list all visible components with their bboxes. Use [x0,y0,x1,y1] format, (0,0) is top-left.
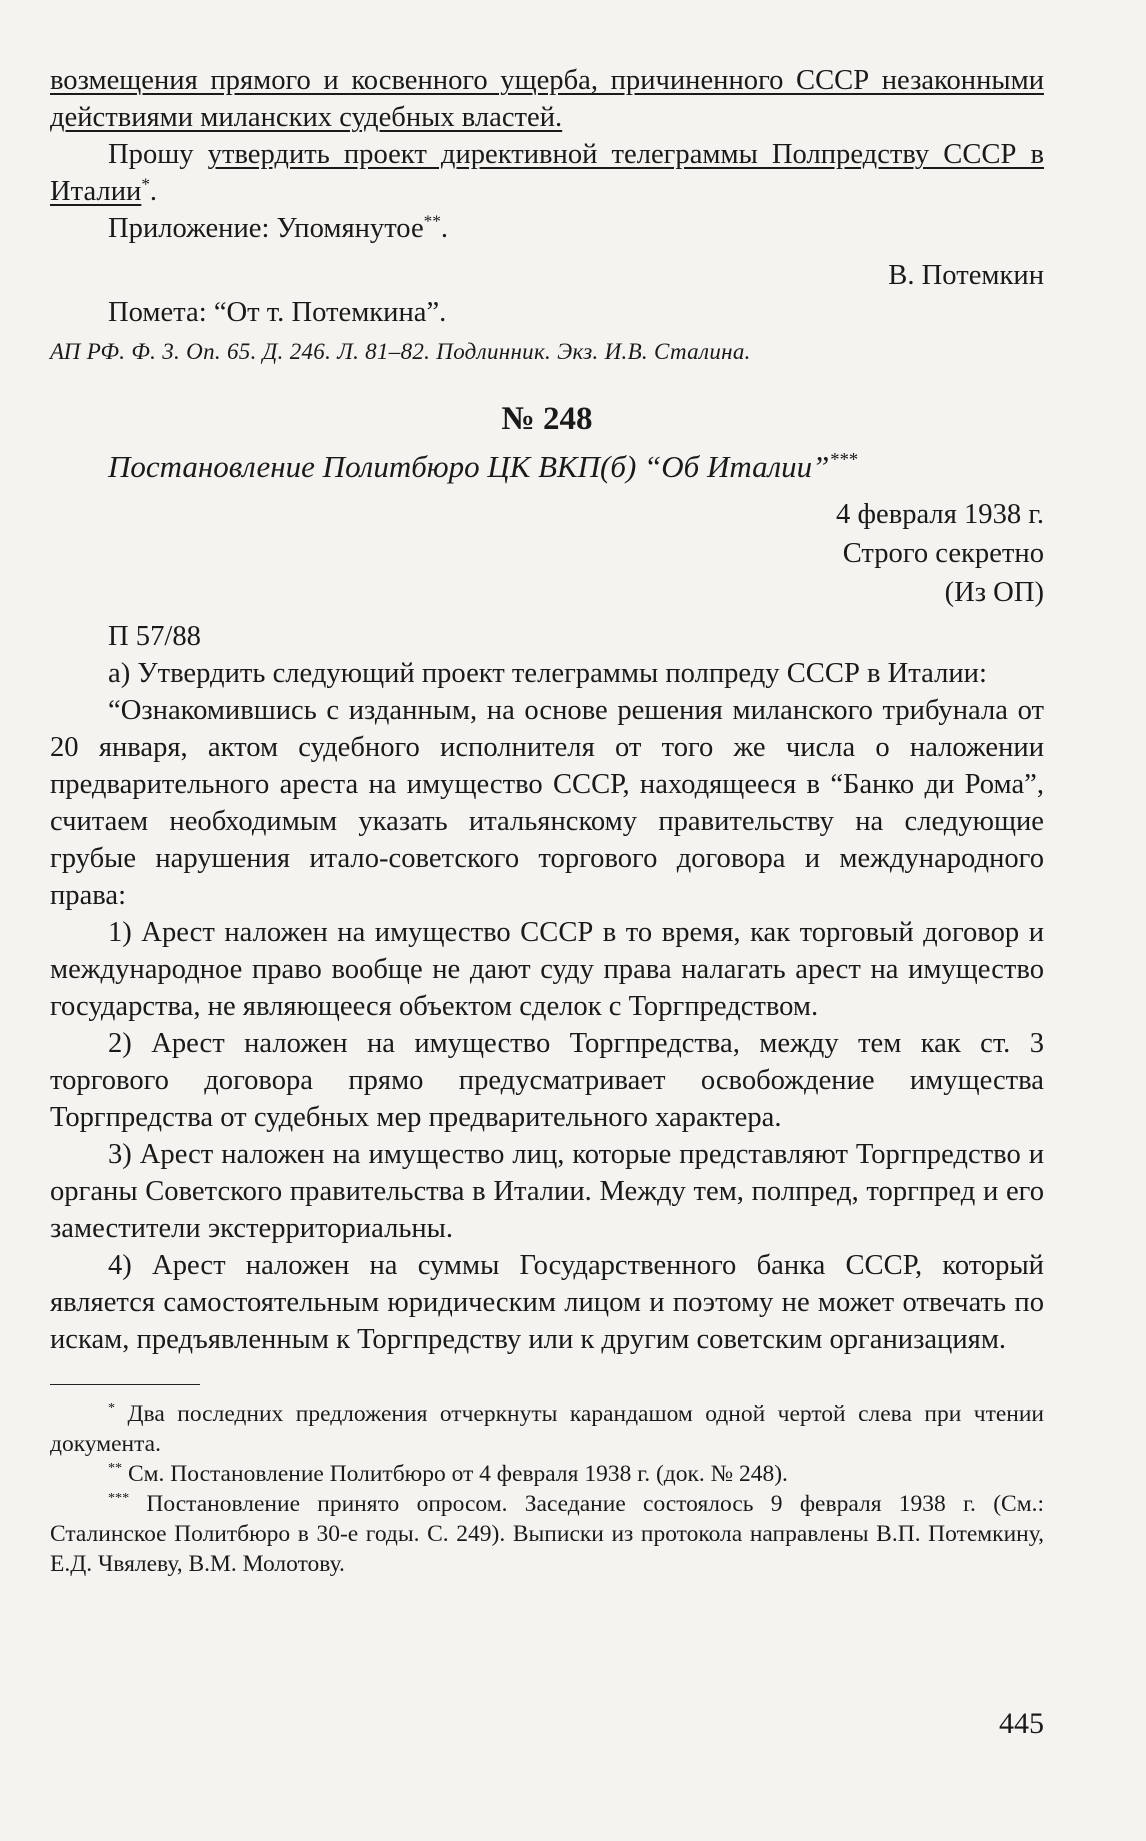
point-4: 4) Арест наложен на суммы Государственного банка СССР, который является самостоятельным юридическим лицом и поэтому не может отвечать по искам, предъявленным к Торгпредству или к другим советским организациям. [50,1250,1044,1355]
point-1: 1) Арест наложен на имущество СССР в то время, как торговый договор и международное право вообще не дают суду права налагать арест на имущество государства, не являющееся объектом сделок с Торгпредством. [50,917,1044,1022]
footnote-1-mark: * [108,1400,116,1417]
footnote-3 [50,1489,1044,1579]
footnote-3-text: Постановление принято опросом. Заседание состоялось 9 февраля 1938 г. (См.: Сталинское Политбюро в 30-е годы. С. 249). Выписки из протокола направлены В.П. Потемкину, Е.Д. Чвялеву, В.М. Молотову. [50,1491,1044,1577]
footnote-1-text: Два последних предложения отчеркнуты карандашом одной чертой слева при чтении документа. [50,1401,1044,1457]
note-line: Помета: “От т. Потемкина”. [108,297,447,328]
document-page [50,62,1044,1579]
page-number: 445 [999,1707,1044,1740]
quote-intro: “Ознакомившись с изданным, на основе решения миланского трибунала от 20 января, актом судебного исполнителя от того же числа о наложении предварительного ареста на имущество СССР, находящееся в “Банко ди Рома”, считаем необходимым указать итальянскому правительству на следующие грубые нарушения итало-советского торгового договора и международного права: [50,695,1044,911]
footnote-1 [50,1399,1044,1459]
footnote-2 [50,1459,1044,1489]
point-2: 2) Арест наложен на имущество Торгпредства, между тем как ст. 3 торгового договора прямо предусматривает освобождение имущества Торгпредства от судебных мер предварительного характера. [50,1028,1044,1133]
document-classification: Строго секретно [842,538,1044,569]
document-title-text: Постановление Политбюро ЦК ВКП(б) “Об Италии” [108,449,830,484]
footnote-2-mark: ** [108,1460,123,1477]
footnote-ref-1: * [141,174,150,194]
underlined-continuation: возмещения прямого и косвенного ущерба, причиненного СССР незаконными действиями миланских судебных властей. [50,65,1044,133]
archive-reference: АП РФ. Ф. 3. Оп. 65. Д. 246. Л. 81–82. Подлинник. Экз. И.В. Сталина. [50,339,751,364]
footnote-ref-2: ** [423,211,441,231]
request-paragraph [50,136,1044,210]
footnote-separator [50,1384,200,1385]
attachment-line [50,210,1044,247]
continuation-paragraph [50,62,1044,136]
point-3: 3) Арест наложен на имущество лиц, которые представляют Торгпредство и органы Советского правительства в Италии. Между тем, полпред, торгпред и его заместители экстерриториальны. [50,1139,1044,1244]
request-prefix: Прошу [108,139,208,170]
attachment-text: Приложение: Упомянутое [108,213,424,244]
footnote-ref-3: *** [829,449,858,471]
footnote-3-mark: *** [108,1490,130,1507]
footnote-2-text: См. Постановление Политбюро от 4 февраля 1938 г. (док. № 248). [122,1461,788,1487]
request-end: . [149,176,158,207]
protocol-code: П 57/88 [108,621,201,652]
document-title [50,447,1044,487]
document-date: 4 февраля 1938 г. [836,499,1044,530]
request-underlined: утвердить проект директивной телеграммы Полпредству СССР в Италии [50,139,1044,207]
signature: В. Потемкин [888,260,1044,291]
document-number: № 248 [501,401,593,437]
attachment-end: . [440,213,448,244]
item-a: а) Утвердить следующий проект телеграммы полпреду СССР в Италии: [108,658,987,689]
document-source: (Из ОП) [944,577,1044,608]
